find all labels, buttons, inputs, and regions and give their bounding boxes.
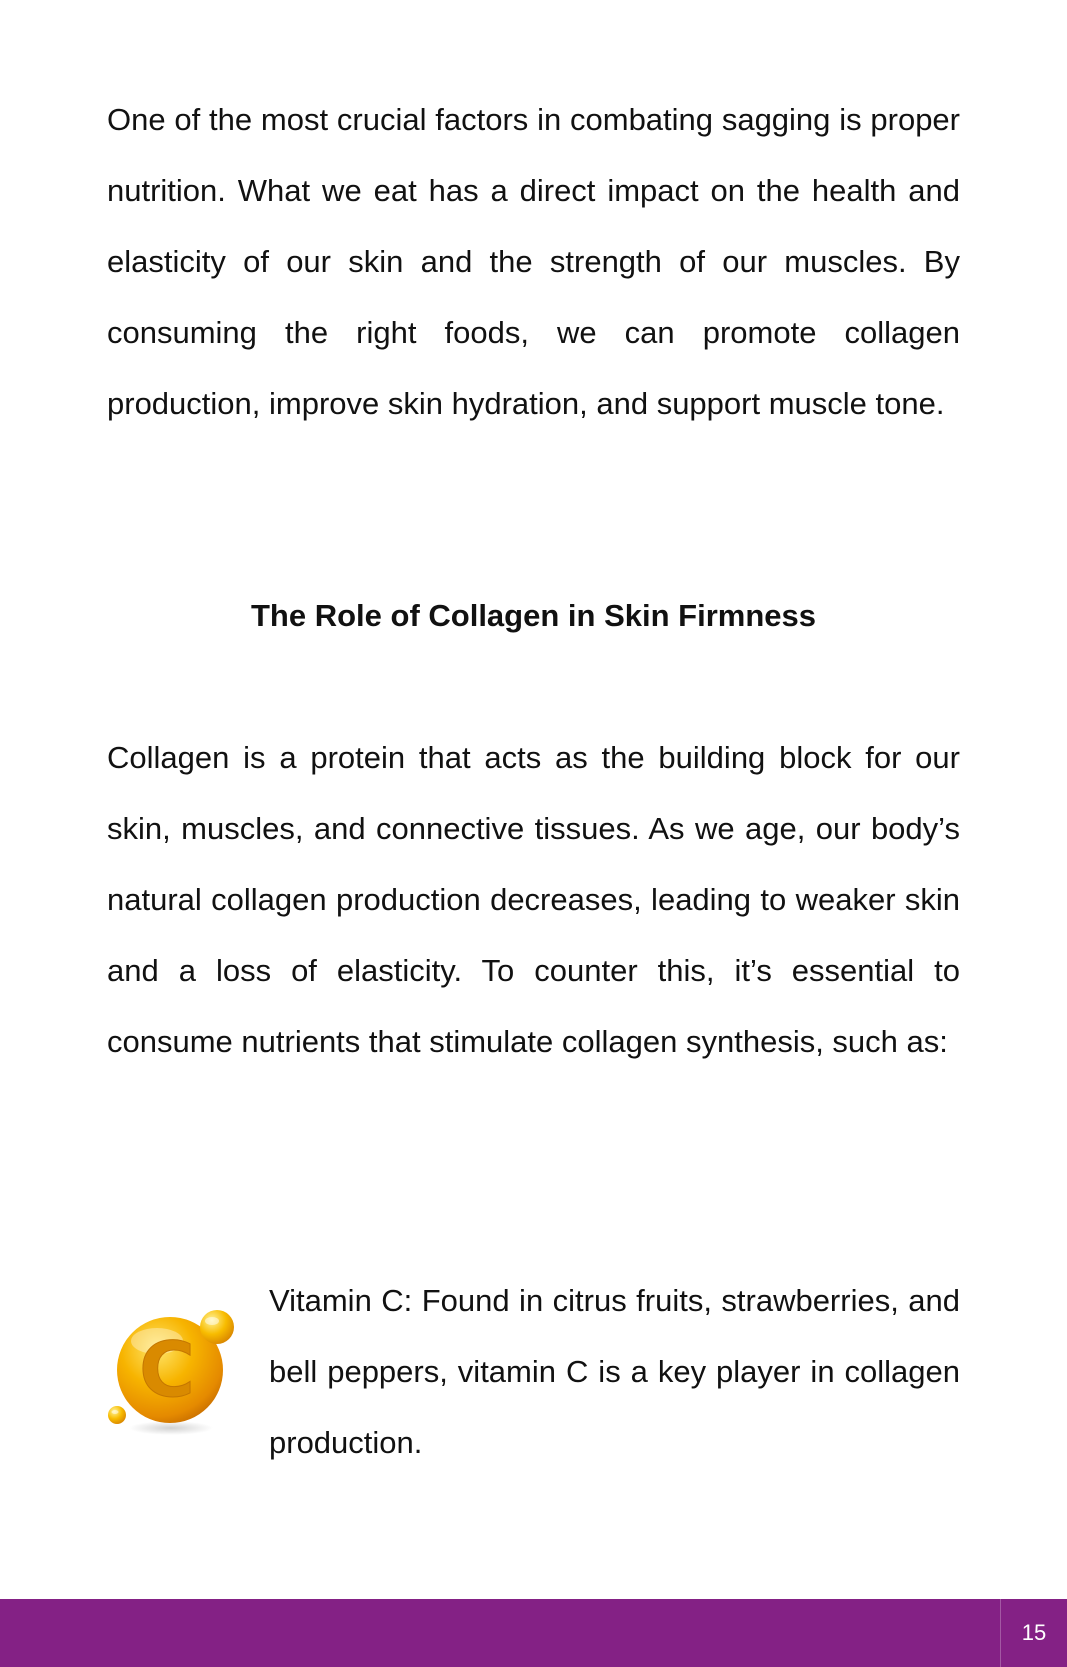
footer-bar bbox=[0, 1599, 1067, 1667]
vitamin-c-text: Vitamin C: Found in citrus fruits, strawberries, and bell peppers, vitamin C is a key player in collagen production. bbox=[269, 1283, 960, 1460]
intro-paragraph: One of the most crucial factors in combating sagging is proper nutrition. What we eat has a direct impact on the health and elasticity of our skin and the strength of our muscles. By consuming the right foods, we can promote collagen production, improve skin hydration, and support muscle tone. bbox=[107, 102, 960, 421]
collagen-paragraph: Collagen is a protein that acts as the building block for our skin, muscles, and connective tissues. As we age, our body’s natural collagen production decreases, leading to weaker skin and a loss of elasticity. To counter this, it’s essential to consume nutrients that stimulate collagen synthesis, such as: bbox=[107, 740, 960, 1059]
svg-text:C: C bbox=[139, 1325, 195, 1414]
vitamin-c-item bbox=[107, 1265, 960, 1495]
page-number: 15 bbox=[1000, 1599, 1067, 1667]
section-heading: The Role of Collagen in Skin Firmness bbox=[251, 598, 816, 633]
vitamin-c-icon bbox=[107, 1308, 237, 1438]
